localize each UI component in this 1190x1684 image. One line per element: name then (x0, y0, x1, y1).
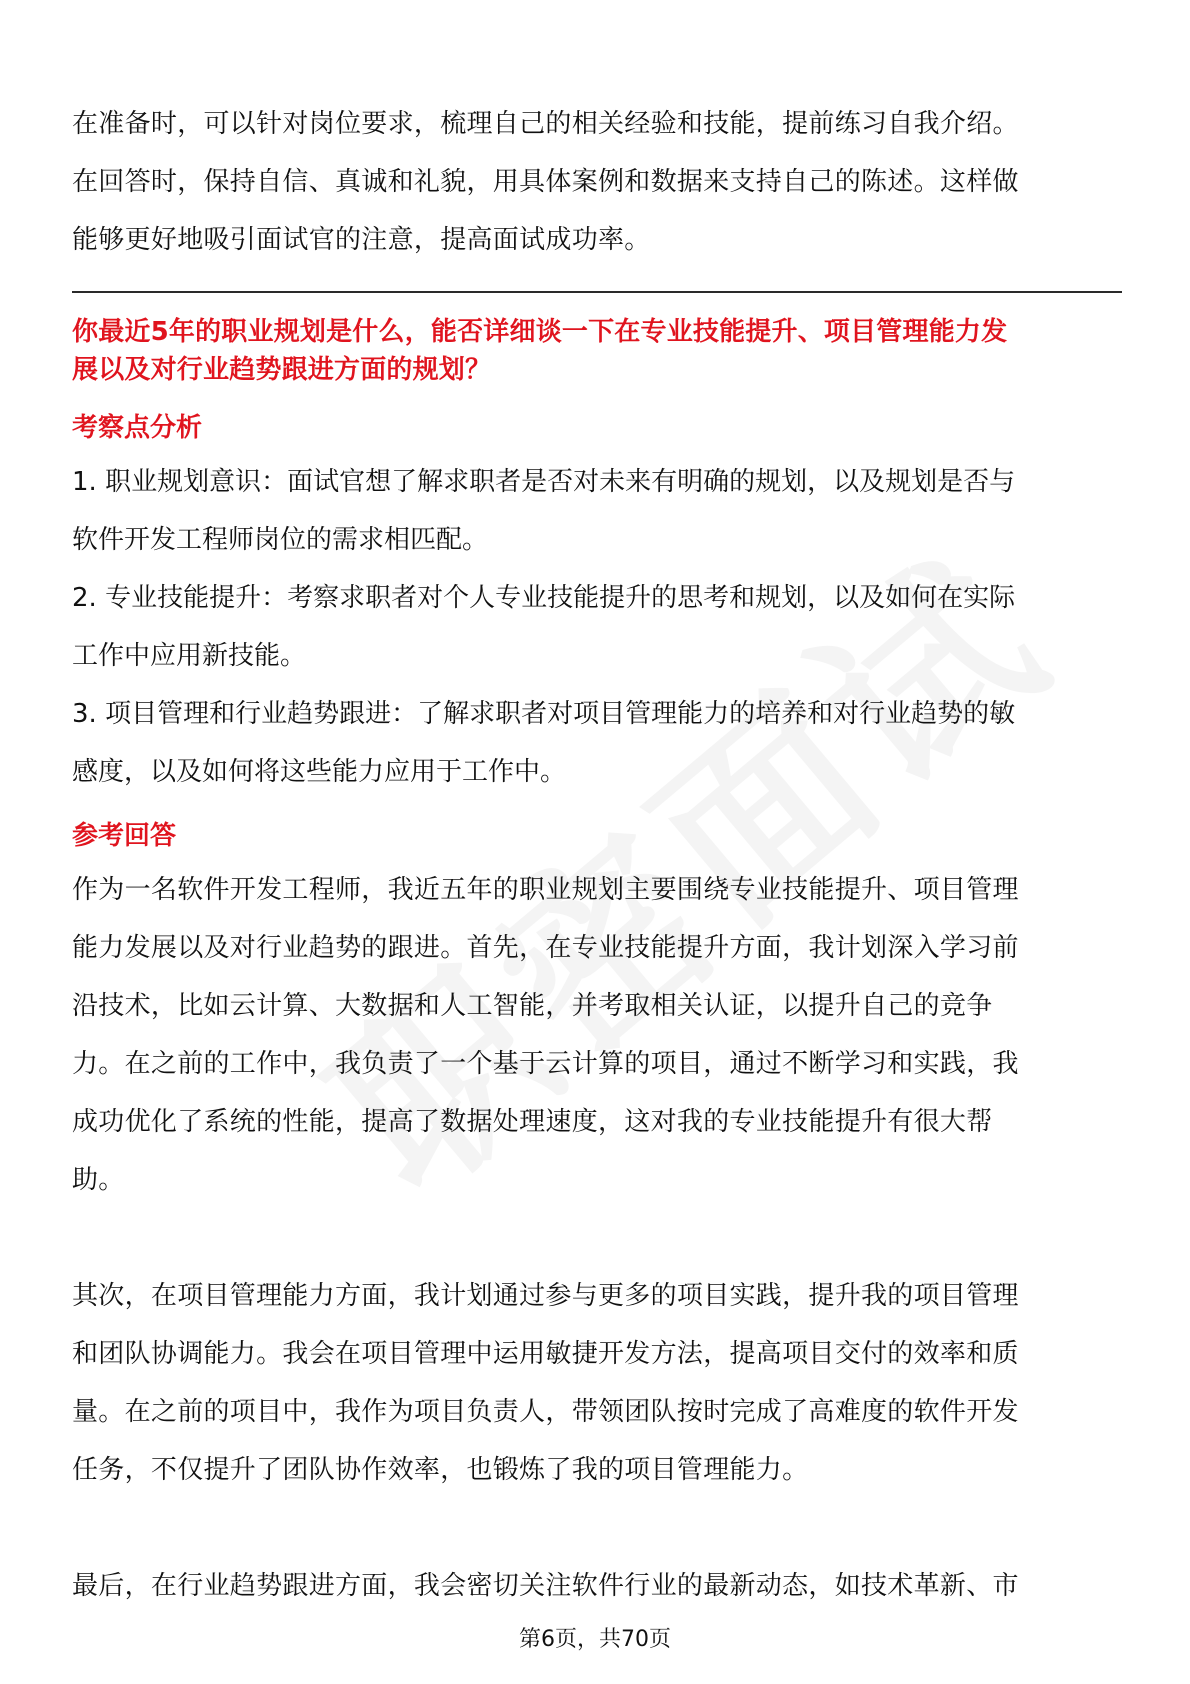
reference-para2-line-4: 任务，不仅提升了团队协作效率，也锻炼了我的项目管理能力。 (72, 1455, 809, 1485)
page-footer: 第6页，共70页 (519, 1627, 671, 1652)
analysis-item-2-line-2: 工作中应用新技能。 (72, 641, 307, 671)
question-line-2: 展以及对行业趋势跟进方面的规划？ (72, 355, 492, 385)
reference-heading: 参考回答 (72, 821, 177, 851)
reference-para2-line-3: 量。在之前的项目中，我作为项目负责人，带领团队按时完成了高难度的软件开发 (72, 1397, 1019, 1427)
reference-para2-line-1: 其次，在项目管理能力方面，我计划通过参与更多的项目实践，提升我的项目管理 (72, 1281, 1019, 1311)
reference-para3-line-1: 最后，在行业趋势跟进方面，我会密切关注软件行业的最新动态，如技术革新、市 (72, 1571, 1019, 1601)
analysis-item-3-line-1: 3. 项目管理和行业趋势跟进：了解求职者对项目管理能力的培养和对行业趋势的敏 (72, 699, 1016, 729)
reference-para2-line-2: 和团队协调能力。我会在项目管理中运用敏捷开发方法，提高项目交付的效率和质 (72, 1339, 1019, 1369)
reference-para1-line-6: 助。 (72, 1165, 125, 1195)
reference-para1-line-4: 力。在之前的工作中，我负责了一个基于云计算的项目，通过不断学习和实践，我 (72, 1049, 1019, 1079)
reference-para1-line-1: 作为一名软件开发工程师，我近五年的职业规划主要围绕专业技能提升、项目管理 (72, 875, 1019, 905)
intro-line-3: 能够更好地吸引面试官的注意，提高面试成功率。 (72, 225, 651, 255)
document-page (72, 95, 1118, 1615)
intro-line-1: 在准备时，可以针对岗位要求，梳理自己的相关经验和技能，提前练习自我介绍。 (72, 109, 1019, 139)
reference-para1-line-3: 沿技术，比如云计算、大数据和人工智能，并考取相关认证，以提升自己的竞争 (72, 991, 993, 1021)
analysis-item-1-line-2: 软件开发工程师岗位的需求相匹配。 (72, 525, 489, 555)
analysis-heading: 考察点分析 (72, 413, 203, 443)
analysis-item-3-line-2: 感度，以及如何将这些能力应用于工作中。 (72, 757, 567, 787)
reference-para1-line-5: 成功优化了系统的性能，提高了数据处理速度，这对我的专业技能提升有很大帮 (72, 1107, 993, 1137)
section-divider (72, 291, 1122, 293)
analysis-item-2-line-1: 2. 专业技能提升：考察求职者对个人专业技能提升的思考和规划，以及如何在实际 (72, 583, 1016, 613)
analysis-item-1-line-1: 1. 职业规划意识：面试官想了解求职者是否对未来有明确的规划，以及规划是否与 (72, 467, 1016, 497)
reference-para1-line-2: 能力发展以及对行业趋势的跟进。首先，在专业技能提升方面，我计划深入学习前 (72, 933, 1019, 963)
intro-line-2: 在回答时，保持自信、真诚和礼貌，用具体案例和数据来支持自己的陈述。这样做 (72, 167, 1019, 197)
question-line-1: 你最近5年的职业规划是什么，能否详细谈一下在专业技能提升、项目管理能力发 (72, 317, 1008, 347)
